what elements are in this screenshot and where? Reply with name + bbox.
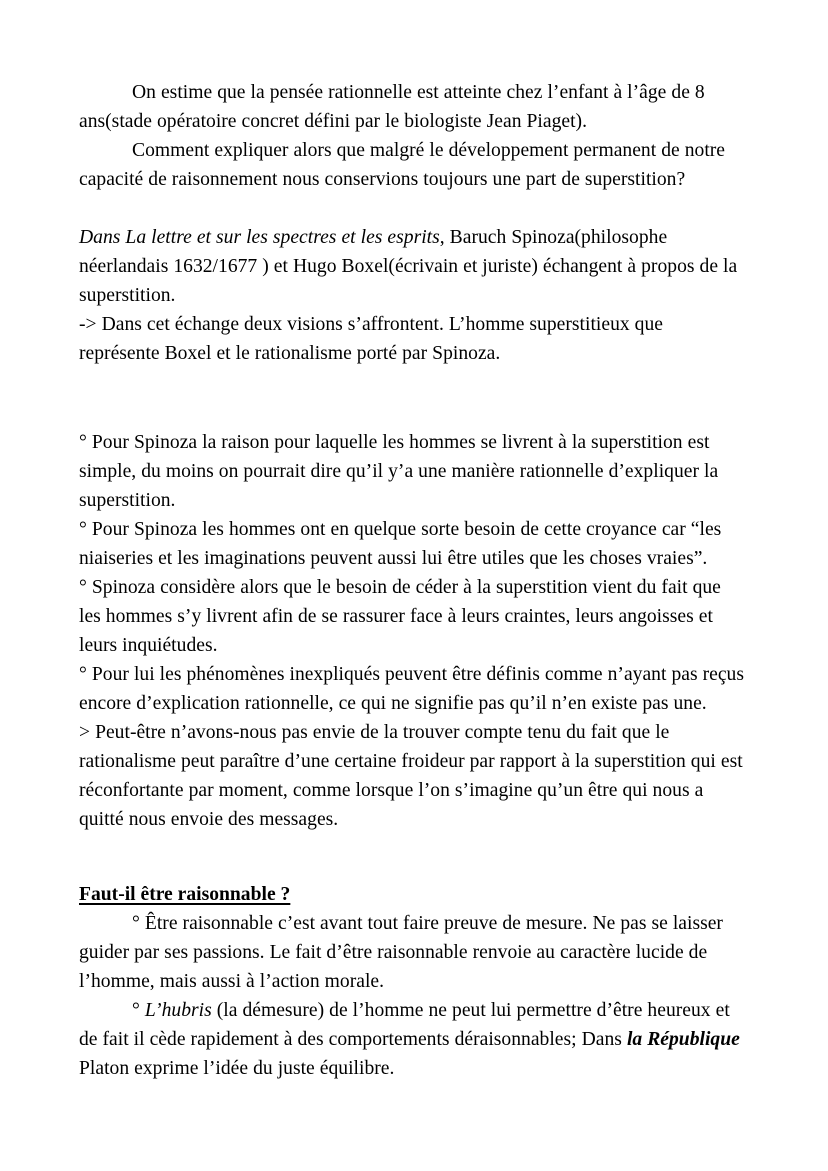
bullet-text-2: Pour Spinoza les hommes ont en quelque sorte besoin de cette croyance car “les niaiseries et les imaginations peuvent aussi lui être utiles que les choses vraies”. [79, 519, 722, 569]
bullet-text-4: Pour lui les phénomènes inexpliqués peuvent être définis comme n’ayant pas reçus encore d’explication rationnelle, ce qui ne signifie pas qu’il n’en existe pas une. [79, 664, 744, 714]
spacer-before-bullets [79, 368, 747, 428]
bullet-marker-3: ° [79, 577, 87, 598]
paragraph-2 [79, 136, 747, 194]
bullet-text-6-middle: (la démesure) de l’homme ne peut lui permettre d’être heureux et de fait il cède rapidement à des comportements déraisonnables; Dans [79, 1000, 730, 1050]
bullet-text-3: Spinoza considère alors que le besoin de céder à la superstition vient du fait que les hommes s’y livrent afin de se rassurer face à leurs craintes, leurs angoisses et leurs inquiétudes. [79, 577, 721, 656]
bullet-item-6 [79, 996, 747, 1083]
bullet-marker-1: ° [79, 432, 87, 453]
bullet-marker-4: ° [79, 664, 87, 685]
paragraph-1 [79, 78, 747, 136]
bullet-text-1: Pour Spinoza la raison pour laquelle les hommes se livrent à la superstition est simple, du moins on pourrait dire qu’il y’a une manière rationnelle d’expliquer la superstition. [79, 432, 719, 511]
spacer-after-paragraph-2 [79, 194, 747, 223]
bullet-item-1 [79, 428, 747, 515]
section-heading-text: Faut-il être raisonnable ? [79, 884, 291, 905]
term-hubris-italic: L’hubris [144, 1000, 212, 1021]
bullet-marker-6: ° [132, 1000, 140, 1021]
work-title-italic: Dans La lettre et sur les spectres et les esprits [79, 227, 440, 248]
spacer-before-heading [79, 834, 747, 880]
paragraph-4-text: -> Dans cet échange deux visions s’affrontent. L’homme superstitieux que représente Boxel et le rationalisme porté par Spinoza. [79, 314, 664, 364]
paragraph-5-text: > Peut-être n’avons-nous pas envie de la trouver compte tenu du fait que le rationalisme peut paraître d’une certaine froideur par rapport à la superstition qui est réconfortante par moment, comme lorsque l’on s’imagine qu’un être qui nous a quitté nous envoie des messages. [79, 722, 743, 830]
paragraph-3-rest: , Baruch Spinoza(philosophe néerlandais 1632/1677 ) et Hugo Boxel(écrivain et juriste) échangent à propos de la superstition. [79, 227, 738, 306]
paragraph-4-arrow-note [79, 310, 747, 368]
paragraph-3-work-reference [79, 223, 747, 310]
paragraph-5-chevron-note [79, 718, 747, 834]
bullet-text-5: Être raisonnable c’est avant tout faire preuve de mesure. Ne pas se laisser guider par ses passions. Le fait d’être raisonnable renvoie au caractère lucide de l’homme, mais aussi à l’action morale. [79, 913, 723, 992]
paragraph-2-text: Comment expliquer alors que malgré le développement permanent de notre capacité de raisonnement nous conservions toujours une part de superstition? [79, 140, 726, 190]
bullet-marker-5: ° [132, 913, 140, 934]
work-title-la-republique: la République [626, 1029, 740, 1050]
bullet-item-4 [79, 660, 747, 718]
bullet-text-6-tail: Platon exprime l’idée du juste équilibre. [79, 1058, 395, 1079]
document-text-body [79, 78, 747, 1083]
bullet-item-3 [79, 573, 747, 660]
bullet-item-5 [79, 909, 747, 996]
bullet-item-2 [79, 515, 747, 573]
bullet-marker-2: ° [79, 519, 87, 540]
section-heading-faut-il-etre-raisonnable [79, 880, 747, 909]
paragraph-1-text: On estime que la pensée rationnelle est atteinte chez l’enfant à l’âge de 8 ans(stade opératoire concret défini par le biologiste Jean Piaget). [79, 82, 705, 132]
